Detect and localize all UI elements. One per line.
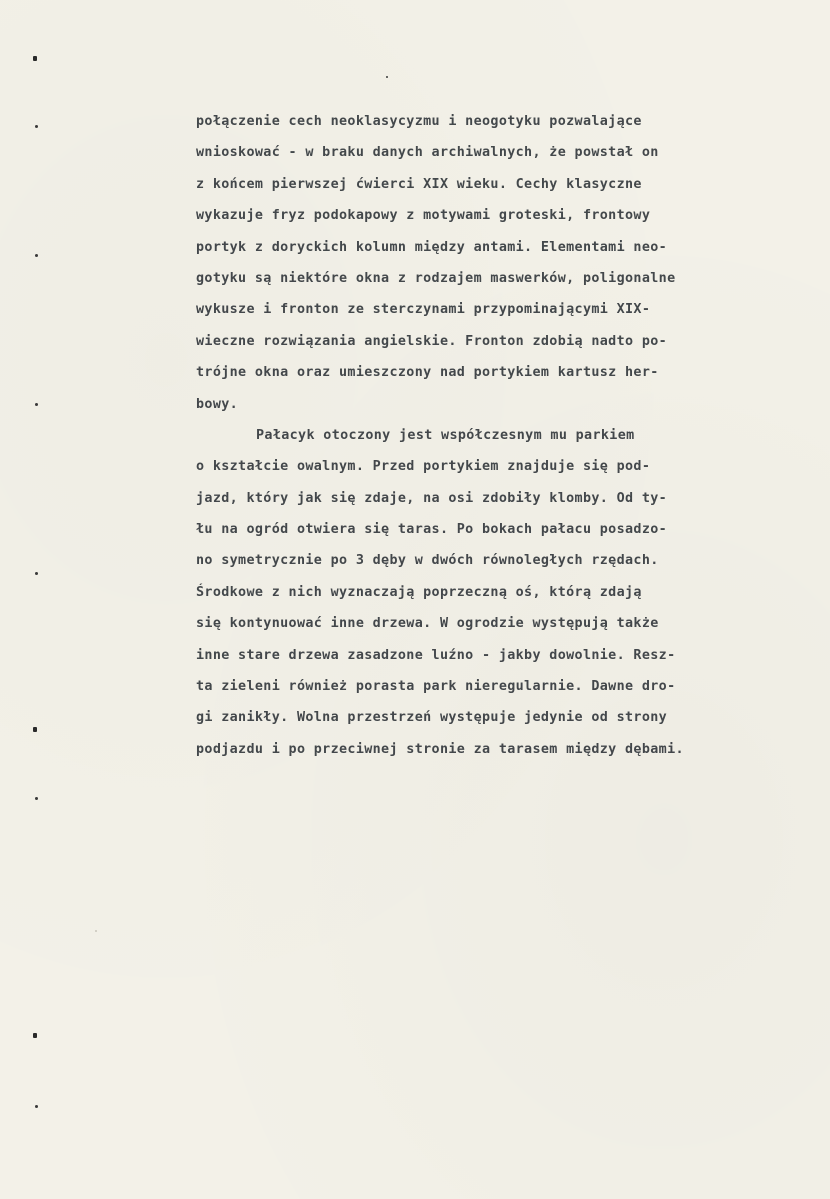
margin-dot [35,572,38,575]
text-line: ta zieleni również porasta park nieregularnie. Dawne dro- [196,679,676,695]
text-line: no symetrycznie po 3 dęby w dwóch równoległych rzędach. [196,553,659,569]
text-line: bowy. [196,396,239,412]
text-line: wykusze i fronton ze sterczynami przypominającymi XIX- [196,302,651,318]
margin-mark [33,1033,37,1038]
text-line: jazd, który jak się zdaje, na osi zdobiły klomby. Od ty- [196,490,668,506]
text-line: wieczne rozwiązania angielskie. Fronton zdobią nadto po- [196,333,668,349]
margin-dot [35,125,38,128]
text-line: łu na ogród otwiera się taras. Po bokach pałacu posadzo- [196,522,668,538]
text-line: gi zanikły. Wolna przestrzeń występuje jedynie od strony [196,710,668,726]
text-line: Środkowe z nich wyznaczają poprzeczną oś, którą zdają [196,584,642,600]
typed-text [196,106,816,765]
text-line: inne stare drzewa zasadzone luźno - jakby dowolnie. Resz- [196,647,676,663]
text-line: wnioskować - w braku danych archiwalnych, że powstał on [196,145,659,161]
margin-mark [33,56,37,61]
paragraph-first-line: Pałacyk otoczony jest współczesnym mu parkiem [256,427,635,443]
margin-dot [35,797,38,800]
margin-dot [35,254,38,257]
margin-dot [35,1105,38,1108]
faint-dot [95,930,97,932]
text-line: portyk z doryckich kolumn między antami. Elementami neo- [196,239,668,255]
text-line: gotyku są niektóre okna z rodzajem maswerków, poligonalne [196,270,676,286]
margin-mark [33,727,37,732]
top-dot [386,76,388,78]
text-line: o kształcie owalnym. Przed portykiem znajduje się pod- [196,459,651,475]
text-line: się kontynuować inne drzewa. W ogrodzie występują także [196,616,659,632]
text-line: połączenie cech neoklasycyzmu i neogotyku pozwalające [196,114,642,129]
text-line: wykazuje fryz podokapowy z motywami groteski, frontowy [196,208,651,224]
text-line: trójne okna oraz umieszczony nad portykiem kartusz her- [196,365,659,381]
text-line: podjazdu i po przeciwnej stronie za tarasem między dębami. [196,741,684,757]
margin-dot [35,403,38,406]
text-line: z końcem pierwszej ćwierci XIX wieku. Cechy klasyczne [196,176,642,192]
